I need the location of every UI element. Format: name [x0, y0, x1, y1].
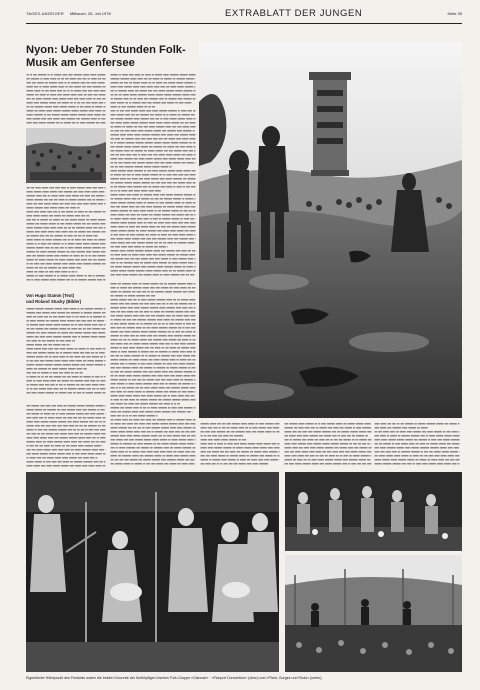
byline-photo: und Roland Stucky (Bilder): [26, 299, 82, 304]
text-column-1b: [26, 186, 106, 284]
masthead: [26, 9, 462, 21]
outdoor-stage-photo: [285, 555, 462, 672]
text-texture: [110, 282, 196, 468]
text-texture: [110, 73, 196, 278]
text-column-2b: [110, 282, 196, 468]
masthead-page-number: Seite 35: [447, 11, 462, 16]
text-texture: [26, 404, 106, 468]
text-column-2: [110, 73, 196, 278]
festival-main-photo: [199, 42, 462, 418]
text-texture: [26, 186, 106, 284]
byline-text: Von Hugo Stamm (Text): [26, 293, 75, 298]
text-column-1d: [26, 404, 106, 468]
clannad-concert-photo: [26, 472, 279, 672]
masthead-date: Mittwoch, 26. Juli 1978: [70, 11, 111, 16]
masthead-section: EXTRABLATT DER JUNGEN: [225, 8, 363, 19]
text-texture: [200, 422, 280, 468]
text-texture: [26, 307, 106, 394]
article-headline: Nyon: Ueber 70 Stunden Folk-Musik am Genfersee: [26, 44, 186, 69]
text-column-5: [374, 422, 460, 468]
text-texture: [374, 422, 460, 468]
photo-caption: Eigentlicher Höhepunkt des Festivals waren die beiden Konzerte der fünfköpfigen irischen Folk-Gruppe «Clannad» · «Fairport Convention» (oben) und «Plant, Gorges und Rodo» (unten).: [26, 676, 323, 680]
text-column-3: [200, 422, 280, 468]
crowd-photo-small: [26, 128, 106, 183]
fairport-convention-photo: [285, 472, 462, 551]
masthead-paper: TAGES-ANZEIGER: [26, 11, 64, 16]
masthead-rule: [26, 23, 462, 24]
text-column-4: [284, 422, 372, 468]
text-texture: [284, 422, 372, 468]
text-column-1a: [26, 73, 106, 125]
text-column-1c: [26, 307, 106, 394]
text-texture: [26, 73, 106, 125]
byline: [26, 293, 106, 305]
